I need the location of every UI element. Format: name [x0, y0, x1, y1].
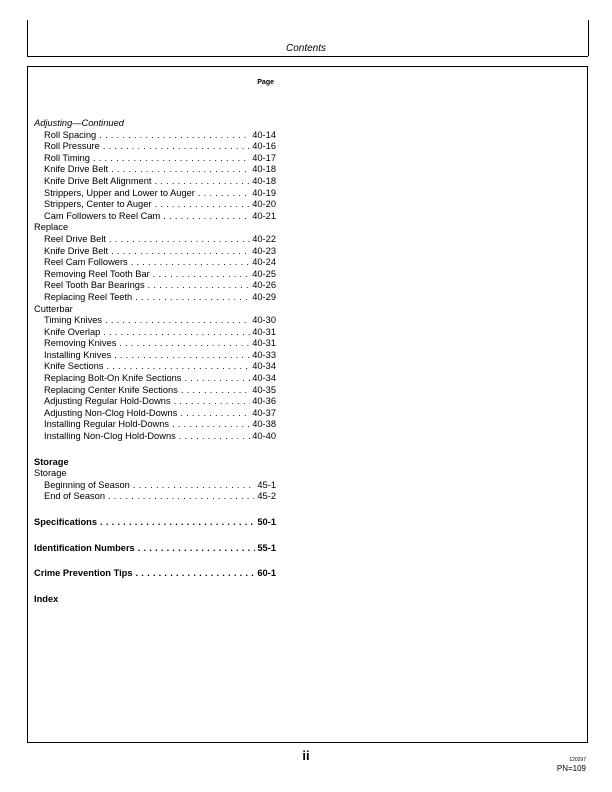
toc-leader-dots	[153, 269, 250, 281]
toc-entry-title: Knife Sections	[44, 361, 104, 372]
footer-page-number: ii	[302, 748, 310, 763]
toc-entry[interactable]	[34, 373, 276, 385]
toc-entry-title: Strippers, Center to Auger	[44, 199, 152, 210]
toc-leader-dots	[198, 188, 250, 200]
toc-leader-dots	[100, 517, 255, 529]
toc-entry-title: Adjusting Non-Clog Hold-Downs	[44, 407, 178, 418]
toc-entry-page: 60-1	[257, 568, 276, 579]
toc-entry[interactable]	[34, 361, 276, 373]
toc-leader-dots	[179, 431, 250, 443]
toc-entry[interactable]	[34, 153, 276, 165]
toc-entry-page: 40-18	[252, 175, 276, 186]
toc-entry-page: 55-1	[257, 542, 276, 553]
toc-entry-page: 45-1	[257, 479, 276, 490]
toc-leader-dots	[106, 361, 250, 373]
toc-entry-title: Crime Prevention Tips	[34, 568, 133, 579]
toc-entry[interactable]	[34, 164, 276, 176]
toc-entry-page: 40-37	[252, 407, 276, 418]
toc-leader-dots	[131, 257, 251, 269]
toc-chapter-list	[34, 517, 276, 580]
toc-chapter-index[interactable]: Index	[34, 593, 59, 604]
toc-entry-title: Removing Reel Tooth Bar	[44, 268, 150, 279]
toc-entry[interactable]	[34, 269, 276, 281]
toc-leader-dots	[111, 246, 250, 258]
footer-pn: PN=109	[556, 764, 586, 773]
toc-entry-page: 40-31	[252, 326, 276, 337]
toc-chapter-entry[interactable]	[34, 517, 276, 529]
toc-entry[interactable]	[34, 480, 276, 492]
toc-leader-dots	[93, 153, 250, 165]
toc-section-heading: Replace	[34, 222, 69, 233]
toc-entry-title: Removing Knives	[44, 338, 117, 349]
toc-entry-title: Knife Drive Belt	[44, 245, 109, 256]
toc-section-heading: Storage	[34, 468, 67, 479]
toc-entry-title: Specifications	[34, 517, 98, 527]
toc-entry-title: Reel Drive Belt	[44, 233, 107, 244]
toc-section-heading: Cutterbar	[34, 303, 73, 314]
toc-leader-dots	[114, 350, 250, 362]
toc-entry-title: Installing Regular Hold-Downs	[44, 419, 170, 430]
toc-entry-title: Reel Cam Followers	[44, 257, 128, 268]
page-header-title: Contents	[285, 43, 327, 54]
toc-entry-title: Installing Knives	[44, 349, 112, 360]
toc-entry-page: 40-19	[252, 187, 276, 198]
toc-entry-title: Knife Overlap	[44, 326, 101, 337]
toc-entry-page: 40-29	[252, 291, 276, 302]
toc-entry-page: 40-33	[252, 349, 276, 360]
toc-leader-dots	[148, 280, 251, 292]
toc-leader-dots	[184, 373, 250, 385]
toc-entry-page: 40-21	[252, 210, 276, 221]
toc-entry-page: 40-26	[252, 280, 276, 291]
toc-entry-title: Roll Spacing	[44, 129, 97, 140]
toc-entry-page: 40-38	[252, 419, 276, 430]
toc-entry[interactable]	[34, 491, 276, 503]
toc-entry-page: 40-20	[252, 199, 276, 210]
toc-entry-page: 40-30	[252, 315, 276, 326]
toc-entry[interactable]	[34, 234, 276, 246]
toc-section-cutterbar	[34, 315, 276, 443]
toc-section-heading: Adjusting—Continued	[34, 118, 124, 128]
toc-entry-page: 40-40	[252, 431, 276, 442]
toc-entry[interactable]	[34, 292, 276, 304]
toc-entry-title: Knife Drive Belt	[44, 164, 109, 175]
toc-entry-title: Timing Knives	[44, 315, 103, 326]
toc-entry-page: 45-2	[257, 491, 276, 502]
toc-entry[interactable]	[34, 385, 276, 397]
toc-entry-page: 40-17	[252, 152, 276, 163]
toc-leader-dots	[119, 338, 250, 350]
toc-entry-title: Installing Non-Clog Hold-Downs	[44, 431, 176, 442]
toc-entry[interactable]	[34, 396, 276, 408]
toc-leader-dots	[136, 568, 256, 580]
toc-leader-dots	[105, 315, 250, 327]
toc-leader-dots	[138, 543, 256, 555]
toc-leader-dots	[108, 491, 255, 503]
toc-entry-page: 40-35	[252, 384, 276, 395]
toc-entry[interactable]	[34, 419, 276, 431]
toc-leader-dots	[133, 480, 256, 492]
toc-entry-page: 40-31	[252, 338, 276, 349]
toc-leader-dots	[174, 396, 251, 408]
toc-entry[interactable]	[34, 199, 276, 211]
toc-entry-title: Beginning of Season	[44, 479, 130, 490]
toc-entry[interactable]	[34, 176, 276, 188]
toc-entry[interactable]	[34, 327, 276, 339]
toc-leader-dots	[154, 176, 250, 188]
toc-entry[interactable]	[34, 211, 276, 223]
toc-leader-dots	[99, 130, 250, 142]
toc-leader-dots	[155, 199, 251, 211]
toc-entry[interactable]	[34, 188, 276, 200]
toc-entry-title: Adjusting Regular Hold-Downs	[44, 396, 171, 407]
toc-entry-title: End of Season	[44, 491, 105, 502]
toc-entry[interactable]	[34, 130, 276, 142]
toc-entry-page: 40-18	[252, 164, 276, 175]
toc-entry-title: Replacing Bolt-On Knife Sections	[44, 373, 182, 384]
toc-chapter-storage[interactable]: Storage	[34, 456, 69, 467]
page-column-label: Page	[257, 79, 274, 86]
toc-entry-page: 40-14	[252, 129, 276, 140]
toc-entry[interactable]	[34, 315, 276, 327]
toc-section-storage	[34, 480, 276, 503]
toc-entry[interactable]	[34, 246, 276, 258]
toc-entry[interactable]	[34, 431, 276, 443]
toc-leader-dots	[180, 408, 250, 420]
toc-entry-title: Identification Numbers	[34, 542, 135, 553]
toc-leader-dots	[135, 292, 250, 304]
toc-chapter-entry[interactable]	[34, 568, 276, 580]
toc-entry-page: 40-25	[252, 268, 276, 279]
toc-entry[interactable]	[34, 141, 276, 153]
toc-entry-page: 40-34	[252, 361, 276, 372]
toc-leader-dots	[103, 141, 250, 153]
toc-leader-dots	[109, 234, 250, 246]
toc-leader-dots	[111, 164, 250, 176]
toc-leader-dots	[181, 385, 250, 397]
toc-section-replace	[34, 234, 276, 304]
toc-entry-page: 50-1	[257, 517, 276, 527]
toc-leader-dots	[103, 327, 250, 339]
toc-chapter-entry[interactable]	[34, 543, 276, 555]
header-rule	[27, 56, 588, 57]
toc-section-adjusting	[34, 130, 276, 223]
toc-entry[interactable]	[34, 280, 276, 292]
toc-entry-title: Knife Drive Belt Alignment	[44, 175, 152, 186]
table-of-contents	[34, 118, 276, 605]
toc-entry-title: Replacing Reel Teeth	[44, 291, 133, 302]
toc-entry-page: 40-36	[252, 396, 276, 407]
toc-leader-dots	[163, 211, 250, 223]
toc-entry[interactable]	[34, 350, 276, 362]
toc-entry-title: Roll Timing	[44, 152, 90, 163]
toc-entry-title: Strippers, Upper and Lower to Auger	[44, 187, 195, 198]
toc-entry-title: Replacing Center Knife Sections	[44, 384, 178, 395]
toc-entry-title: Reel Tooth Bar Bearings	[44, 280, 145, 291]
toc-entry-page: 40-16	[252, 141, 276, 152]
toc-entry-page: 40-34	[252, 373, 276, 384]
toc-entry[interactable]	[34, 408, 276, 420]
toc-entry-page: 40-22	[252, 233, 276, 244]
toc-leader-dots	[172, 419, 250, 431]
toc-entry[interactable]	[34, 338, 276, 350]
toc-entry-title: Roll Pressure	[44, 141, 100, 152]
toc-entry-title: Cam Followers to Reel Cam	[44, 210, 161, 221]
toc-entry-page: 40-23	[252, 245, 276, 256]
footer-code: 120297	[569, 757, 586, 763]
toc-entry[interactable]	[34, 257, 276, 269]
toc-entry-page: 40-24	[252, 257, 276, 268]
